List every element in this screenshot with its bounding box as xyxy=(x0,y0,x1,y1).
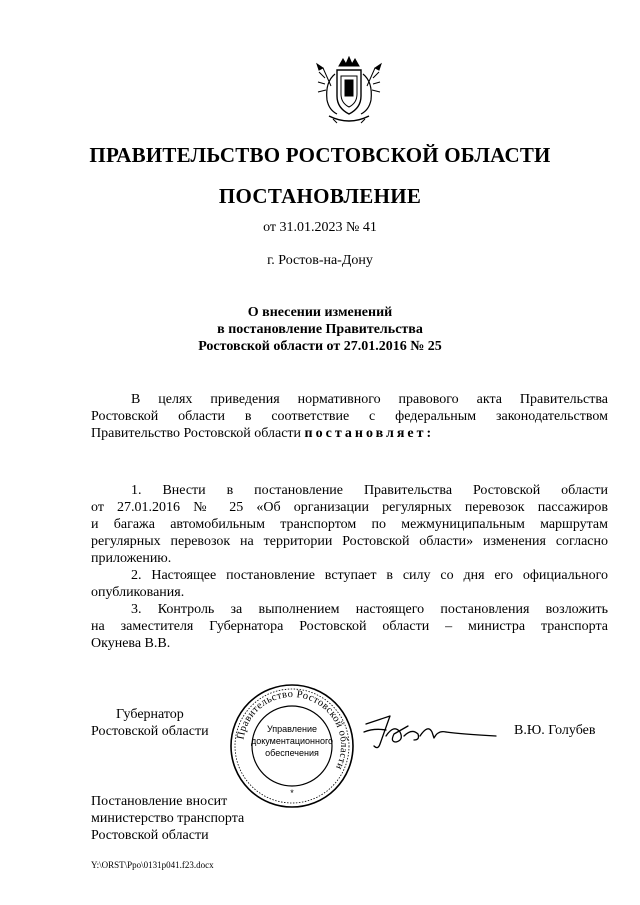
coat-of-arms-icon xyxy=(315,56,383,126)
item-3-line: 3. Контроль за выполнением настоящего постановления возложить xyxy=(131,602,608,617)
introduced-by-line: Ростовской области xyxy=(91,828,209,843)
file-path: Y:\ORST\Ppo\0131p041.f23.docx xyxy=(91,860,214,870)
paragraph-line: В целях приведения нормативного правового акта Правительства xyxy=(131,392,608,407)
document-city: г. Ростов-на-Дону xyxy=(267,253,373,268)
paragraph-line: Ростовской области в соответствие с федеральным законодательством xyxy=(91,409,608,424)
subject-line: Ростовской области от 27.01.2016 № 25 xyxy=(198,339,442,354)
introduced-by-line: Постановление вносит xyxy=(91,794,228,809)
stamp-center-line: документационного xyxy=(250,736,334,746)
item-1-line: от 27.01.2016 № 25 «Об организации регулярных перевозок пассажиров xyxy=(91,500,608,515)
item-1-line: и багажа автомобильным транспортом по межмуниципальным маршрутам xyxy=(91,517,608,532)
item-2-line: 2. Настоящее постановление вступает в силу со дня его официального xyxy=(131,568,608,583)
decree-items xyxy=(91,482,608,652)
signatory-name: В.Ю. Голубев xyxy=(514,723,596,738)
item-3-line: Окунева В.В. xyxy=(91,636,171,651)
stamp-center-line: Управление xyxy=(266,724,318,734)
paragraph-line xyxy=(91,425,608,442)
item-1-line: 1. Внести в постановление Правительства Ростовской области xyxy=(131,483,608,498)
document-subject xyxy=(0,304,640,355)
item-2-line: опубликования. xyxy=(91,585,185,600)
official-stamp xyxy=(228,682,356,810)
introduced-by xyxy=(91,793,244,844)
document-type: ПОСТАНОВЛЕНИЕ xyxy=(218,184,422,208)
item-1-line: регулярных перевозок на территории Ростовской области» изменения согласно xyxy=(91,534,608,549)
subject-line: О внесении изменений xyxy=(247,305,393,320)
subject-line: в постановление Правительства xyxy=(217,322,423,337)
government-title: ПРАВИТЕЛЬСТВО РОСТОВСКОЙ ОБЛАСТИ xyxy=(89,143,551,167)
item-1-line: приложению. xyxy=(91,551,172,566)
stamp-star-icon: * xyxy=(290,788,294,798)
signatory-position xyxy=(91,706,209,740)
position-line: Губернатор xyxy=(116,707,184,722)
introduced-by-line: министерство транспорта xyxy=(91,811,245,826)
position-line: Ростовской области xyxy=(91,724,209,739)
preamble-prefix: Правительство Ростовской области xyxy=(91,426,302,441)
item-3-line: на заместителя Губернатора Ростовской области – министра транспорта xyxy=(91,619,608,634)
stamp-center-line: обеспечения xyxy=(265,748,319,758)
preamble-paragraph xyxy=(91,391,608,442)
document-date-number: от 31.01.2023 № 41 xyxy=(263,220,377,235)
decree-word: постановляет: xyxy=(304,426,435,441)
handwritten-signature-icon xyxy=(360,706,500,754)
stamp-ring-text: Правительство Ростовской области xyxy=(235,688,350,772)
